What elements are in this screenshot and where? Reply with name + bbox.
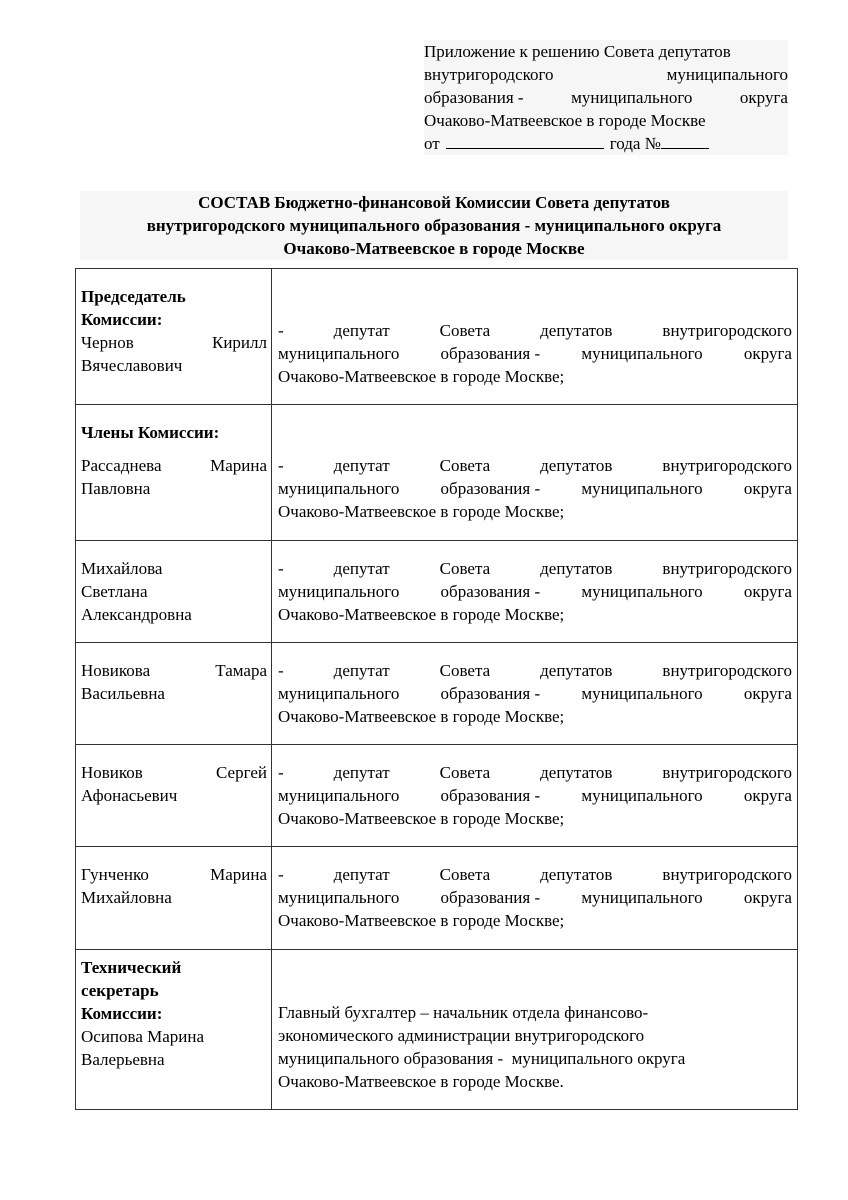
member-description: - депутат Совета депутатов внутригородского муниципального образования - муниципального округа Очаково-Матвеевское в городе Москве;: [272, 541, 798, 643]
member-description: - депутат Совета депутатов внутригородского муниципального образования - муниципального округа Очаково-Матвеевское в городе Москве;: [272, 847, 798, 950]
member-description: Главный бухгалтер – начальник отдела финансово- экономического администрации внутригородского муниципального образования - муниципального округа Очаково-Матвеевское в городе Москве.: [272, 950, 798, 1110]
member-description: - депутат Совета депутатов внутригородского муниципального образования - муниципального округа Очаково-Матвеевское в городе Москве;: [272, 405, 798, 541]
table-row: [76, 405, 798, 541]
appendix-header: [424, 40, 788, 155]
member-description: - депутат Совета депутатов внутригородского муниципального образования - муниципального округа Очаково-Матвеевское в городе Москве;: [272, 643, 798, 745]
appendix-line-4: Очаково-Матвеевское в городе Москве: [424, 111, 706, 130]
table-row: [76, 541, 798, 643]
title-line-2: внутригородского муниципального образования - муниципального округа: [146, 216, 722, 235]
role-label: Председатель Комиссии:: [81, 287, 186, 329]
member-name-cell: Технический секретарь Комиссии: Осипова Марина Валерьевна: [76, 950, 272, 1110]
member-name: Новикова Тамара: [81, 661, 267, 680]
appendix-line-1: Приложение к решению Совета депутатов: [424, 42, 731, 61]
title-line-1: СОСТАВ Бюджетно-финансовой Комиссии Совета депутатов: [198, 193, 670, 212]
date-blank: [446, 132, 604, 149]
role-label: Технический: [81, 958, 182, 977]
member-name: Чернов Кирилл: [81, 333, 267, 352]
commission-table: [75, 268, 798, 1110]
member-description: - депутат Совета депутатов внутригородского муниципального образования - муниципального округа Очаково-Матвеевское в городе Москве;: [272, 745, 798, 847]
table-row: [76, 745, 798, 847]
member-description: - депутат Совета депутатов внутригородского муниципального образования - муниципального округа Очаково-Матвеевское в городе Москве;: [272, 269, 798, 405]
document-title: [80, 191, 788, 260]
member-name-cell: Председатель Комиссии: Чернов Кирилл Вячеславович: [76, 269, 272, 405]
appendix-date-line: от года №: [424, 132, 788, 155]
table-row: [76, 643, 798, 745]
appendix-line-2: внутригородского муниципального: [424, 65, 788, 84]
member-name-cell: Гунченко Марина Михайловна: [76, 847, 272, 950]
member-name-cell: Новикова Тамара Васильевна: [76, 643, 272, 745]
member-name: Гунченко Марина: [81, 865, 267, 884]
member-name-cell: Члены Комиссии: Рассаднева Марина Павловна: [76, 405, 272, 541]
member-name-cell: Михайлова Светлана Александровна: [76, 541, 272, 643]
member-name-cell: Новиков Сергей Афонасьевич: [76, 745, 272, 847]
table-row: [76, 847, 798, 950]
appendix-line-3: образования - муниципального округа: [424, 88, 788, 107]
title-line-3: Очаково-Матвеевское в городе Москве: [283, 239, 585, 258]
member-name: Новиков Сергей: [81, 763, 267, 782]
table-row: [76, 950, 798, 1110]
table-row: [76, 269, 798, 405]
member-name: Рассаднева Марина: [81, 456, 267, 475]
role-label: Члены Комиссии:: [81, 423, 220, 442]
number-blank: [661, 132, 709, 149]
